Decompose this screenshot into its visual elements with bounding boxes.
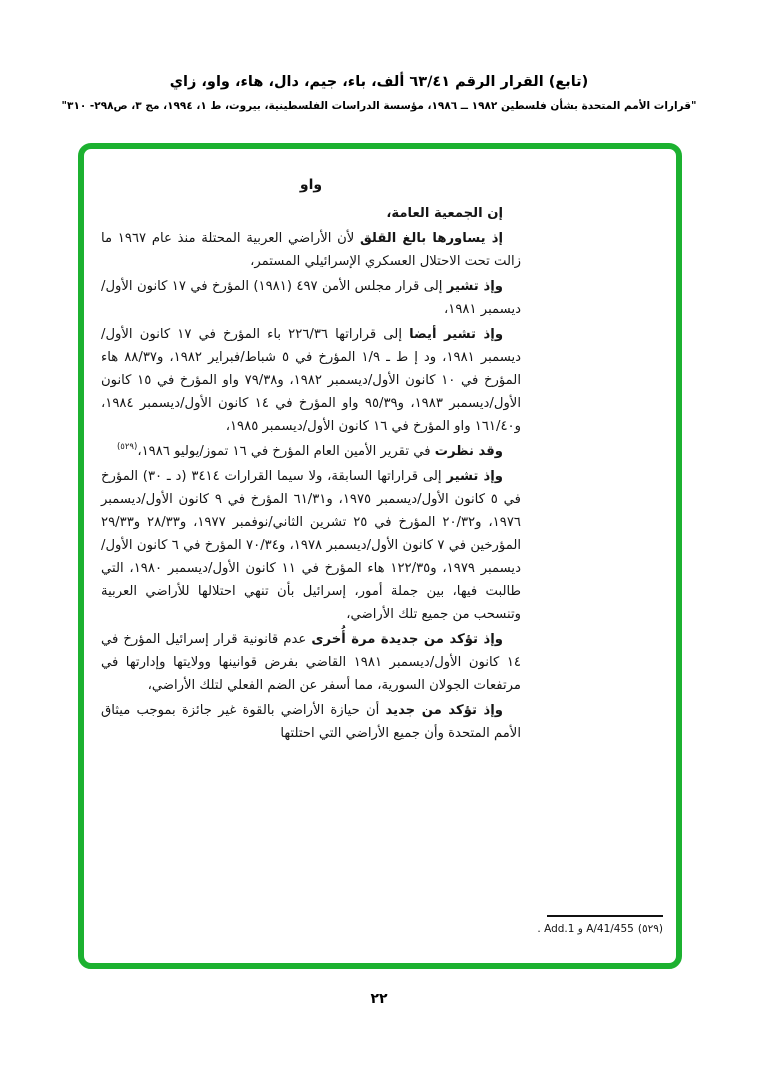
paragraph — [101, 275, 521, 321]
paragraph-text: في تقرير الأمين العام المؤرخ في ١٦ تموز/يوليو ١٩٨٦، — [137, 444, 435, 459]
document-source-citation: "قرارات الأمم المتحدة بشأن فلسطين ١٩٨٢ ــ ١٩٨٦، مؤسسة الدراسات الفلسطينية، بيروت، ط ١، ١٩٩٤، مج ٣، ص٢٩٨- ٣١٠" — [61, 100, 697, 112]
footnote-marker: (٥٢٩) — [637, 923, 663, 935]
paragraph-lead: وإذ تشير — [446, 469, 503, 484]
paragraph-text: إلى قرار مجلس الأمن ٤٩٧ (١٩٨١) المؤرخ في ١٧ كانون الأول/ديسمبر ١٩٨١، — [101, 279, 521, 317]
paragraph — [101, 440, 521, 463]
paragraph-text: أن حيازة الأراضي بالقوة غير جائزة بموجب ميثاق الأمم المتحدة وأن جميع الأراضي التي احتلتها — [101, 703, 521, 741]
paragraph-text: إلى قراراتها ٢٢٦/٣٦ باء المؤرخ في ١٧ كانون الأول/ديسمبر ١٩٨١، ود إ ط ـ ١/٩ المؤرخ في ٥ شباط/فبراير ١٩٨٢، و٨٨/٣٧ هاء المؤرخ في ١٠ كانون الأول/ديسمبر ١٩٨٢، و٧٩/٣٨ واو المؤرخ في ١٥ كانون الأول/ديسمبر ١٩٨٣، و٩٥/٣٩ واو المؤرخ في ١٤ كانون الأول/ديسمبر ١٩٨٤، و١٦١/٤٠ واو المؤرخ في ١٦ كانون الأول/ديسمبر ١٩٨٥، — [101, 327, 522, 434]
paragraph-lead: وإذ تشير أيضا — [409, 327, 504, 342]
footnote-text: A/41/455 و Add.1 . — [537, 923, 634, 935]
paragraph-lead: إذ يساورها بالغ القلق — [360, 231, 503, 246]
paragraph-lead: وقد نظرت — [434, 444, 503, 459]
paragraph-lead: إن الجمعية العامة، — [386, 206, 503, 221]
paragraph — [101, 699, 521, 745]
paragraph-lead: وإذ تؤكد من جديد — [385, 703, 503, 718]
paragraph-lead: وإذ تؤكد من جديدة مرة أُخرى — [311, 632, 503, 647]
document-title: (تابع) القرار الرقم ٦٣/٤١ ألف، باء، جيم، دال، هاء، واو، زاي — [169, 74, 589, 90]
text-column — [101, 177, 521, 747]
paragraph-text: إلى قراراتها السابقة، ولا سيما القرارات ٣٤١٤ (د ـ ٣٠) المؤرخ في ٥ كانون الأول/ديسمبر ١٩٧٥، و٦١/٣١ المؤرخ في ٩ كانون الأول/ديسمبر ١٩٧٦، و٢٠/٣٢ المؤرخ في ٢٥ تشرين الثاني/نوفمبر ١٩٧٧، و٢٨/٣٣ و٢٩/٣٣ المؤرخين في ٧ كانون الأول/ديسمبر ١٩٧٨، و٧٠/٣٤ المؤرخ في ٦ كانون الأول/ديسمبر ١٩٧٩، و١٢٢/٣٥ هاء المؤرخ في ١١ كانون الأول/ديسمبر ١٩٨٠، التي طالبت فيها، بين جملة أمور، إسرائيل بأن تنهي احتلالها للأراضي العربية وتنسحب من جميع تلك الأراضي، — [101, 469, 521, 622]
green-frame — [78, 143, 682, 969]
footnote-reference: (٥٢٩) — [116, 442, 138, 452]
paragraph — [101, 465, 521, 626]
section-title: واو — [299, 177, 323, 193]
paragraph-text: عدم قانونية قرار إسرائيل المؤرخ في ١٤ كانون الأول/ديسمبر ١٩٨١ القاضي بفرض قوانينها وولايتها وإدارتها في مرتفعات الجولان السورية، مما أسفر عن الضم الفعلي لتلك الأراضي، — [101, 632, 521, 693]
paragraph — [101, 628, 521, 697]
paragraph-opening — [101, 202, 521, 225]
footnote — [537, 915, 663, 935]
paragraph — [101, 323, 521, 438]
page-number: ٢٢ — [370, 991, 388, 1007]
paragraph — [101, 227, 521, 273]
paragraph-text: لأن الأراضي العربية المحتلة منذ عام ١٩٦٧ ما زالت تحت الاحتلال العسكري الإسرائيلي المستمر، — [101, 231, 521, 269]
paragraph-lead: وإذ تشير — [446, 279, 503, 294]
